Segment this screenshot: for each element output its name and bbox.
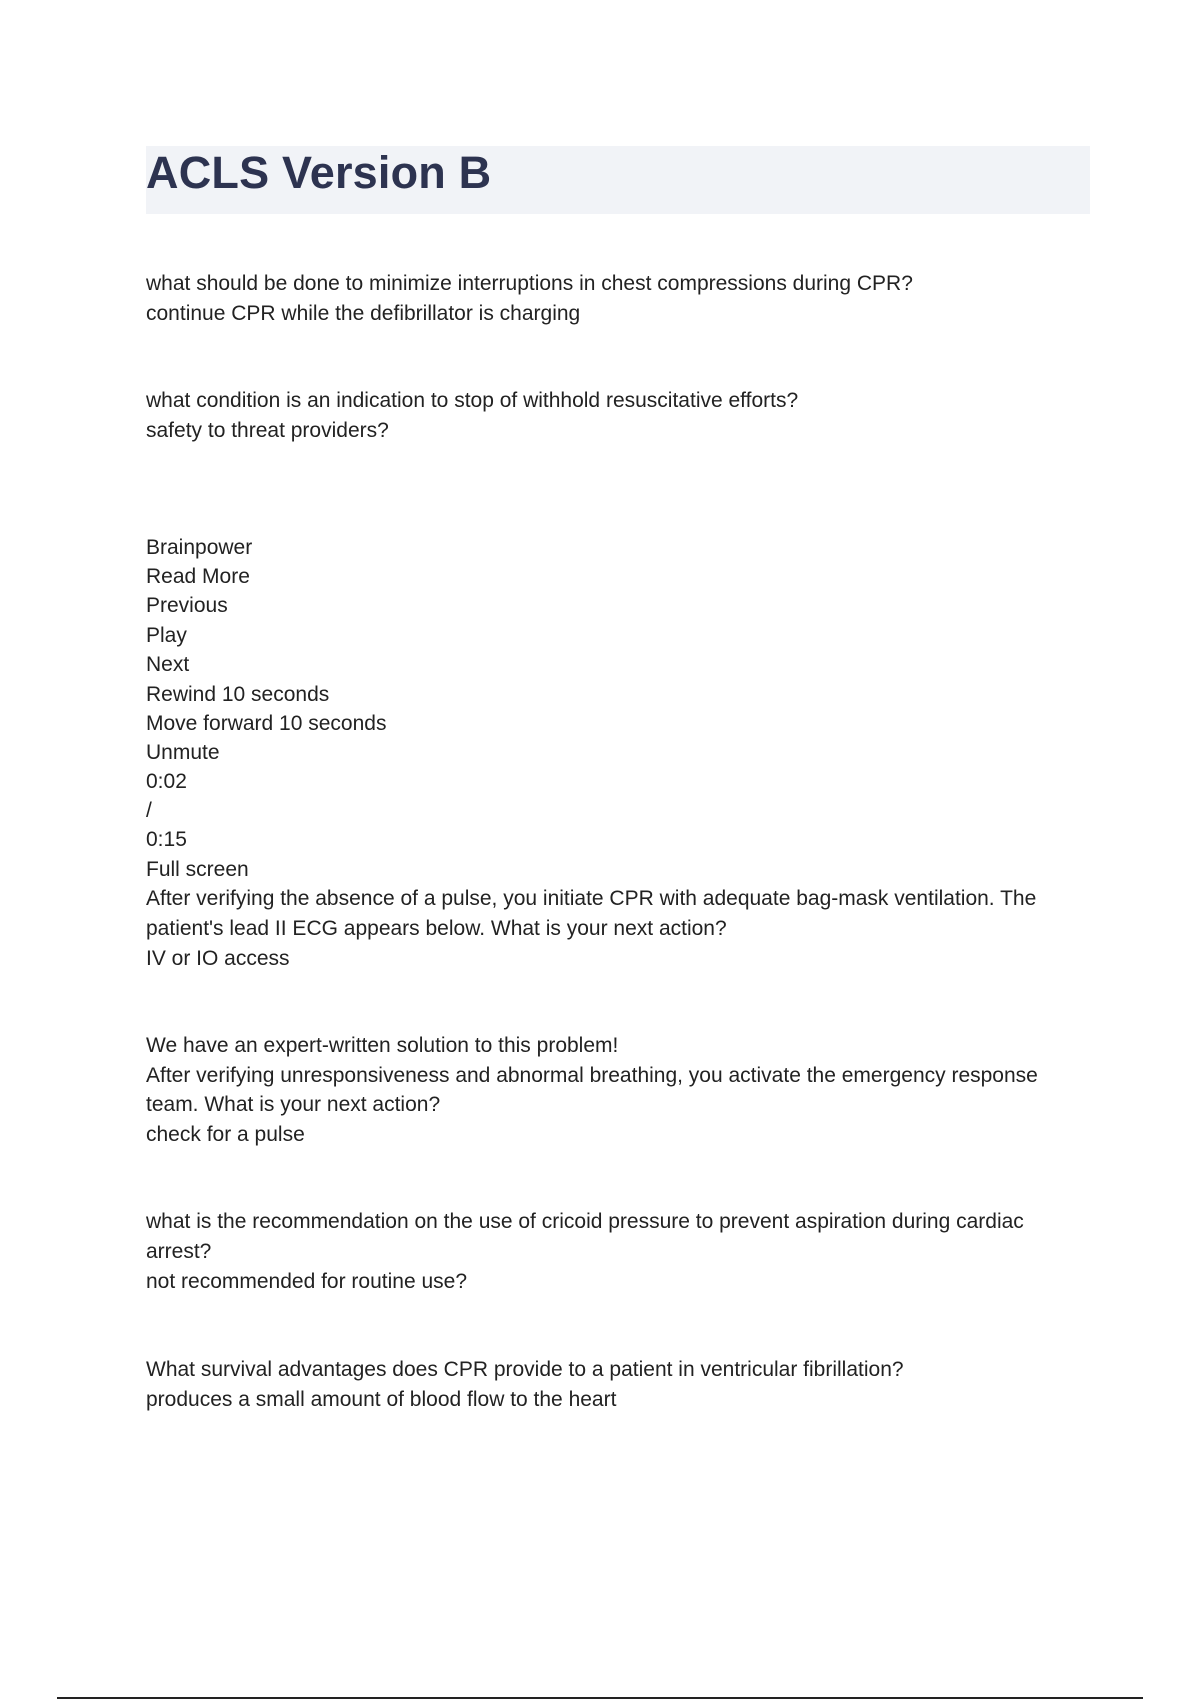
question-4-line-1: After verifying unresponsiveness and abnormal breathing, you activate the emergency response [146, 1064, 1038, 1087]
question-6: What survival advantages does CPR provide to a patient in ventricular fibrillation? [146, 1358, 904, 1381]
question-1: what should be done to minimize interruptions in chest compressions during CPR? [146, 272, 913, 295]
question-2: what condition is an indication to stop of withhold resuscitative efforts? [146, 389, 799, 412]
answer-5: not recommended for routine use? [146, 1270, 468, 1293]
time-separator: / [146, 799, 152, 822]
question-5-line-1: what is the recommendation on the use of cricoid pressure to prevent aspiration during cardiac [146, 1210, 1024, 1233]
answer-3: IV or IO access [146, 947, 290, 970]
player-brand: Brainpower [146, 536, 253, 559]
answer-2: safety to threat providers? [146, 419, 389, 442]
full-screen-button[interactable]: Full screen [146, 858, 249, 881]
duration: 0:15 [146, 828, 187, 851]
question-5-line-2: arrest? [146, 1240, 212, 1263]
play-button[interactable]: Play [146, 624, 187, 647]
next-button[interactable]: Next [146, 653, 190, 676]
answer-4: check for a pulse [146, 1123, 305, 1146]
previous-button[interactable]: Previous [146, 594, 228, 617]
document-title: ACLS Version B [146, 147, 492, 198]
read-more-link[interactable]: Read More [146, 565, 250, 588]
page-bottom-divider [57, 1697, 1143, 1699]
rewind-button[interactable]: Rewind 10 seconds [146, 683, 330, 706]
answer-6: produces a small amount of blood flow to the heart [146, 1388, 617, 1411]
current-time: 0:02 [146, 770, 187, 793]
unmute-button[interactable]: Unmute [146, 741, 220, 764]
question-3-line-2: patient's lead II ECG appears below. What is your next action? [146, 917, 727, 940]
question-4-line-2: team. What is your next action? [146, 1093, 441, 1116]
question-3-line-1: After verifying the absence of a pulse, you initiate CPR with adequate bag-mask ventilation. The [146, 887, 1037, 910]
expert-solution-note: We have an expert-written solution to this problem! [146, 1034, 619, 1057]
forward-button[interactable]: Move forward 10 seconds [146, 712, 387, 735]
answer-1: continue CPR while the defibrillator is charging [146, 302, 581, 325]
